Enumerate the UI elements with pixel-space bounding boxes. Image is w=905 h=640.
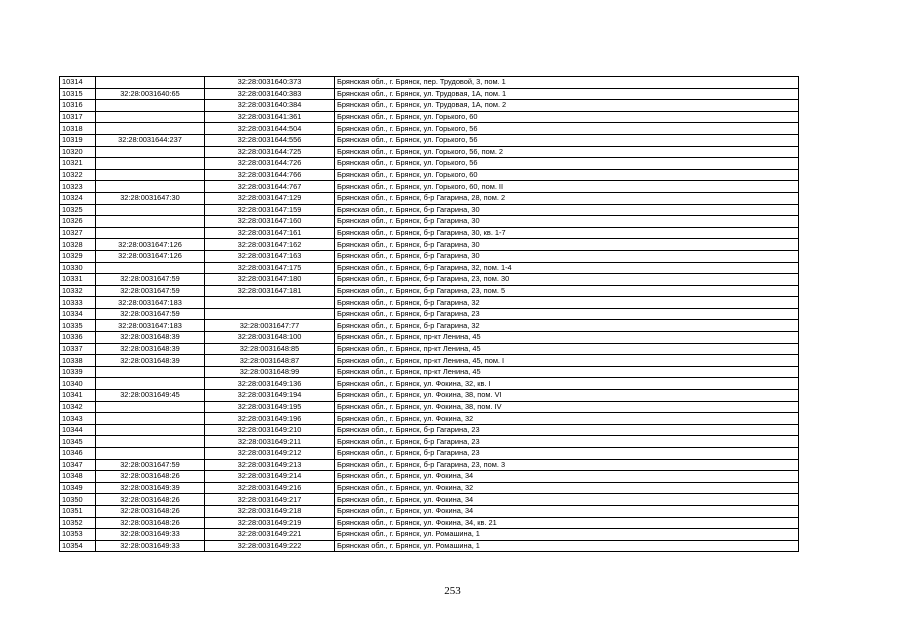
previous-cadastral-number-cell: 32:28:0031649:33	[96, 540, 205, 552]
cadastral-number-cell: 32:28:0031644:504	[205, 123, 335, 135]
table-row	[60, 517, 799, 529]
cadastral-number-cell: 32:28:0031649:136	[205, 378, 335, 390]
table-row	[60, 343, 799, 355]
table-row	[60, 355, 799, 367]
previous-cadastral-number-cell	[96, 146, 205, 158]
row-number-cell: 10316	[60, 100, 96, 112]
table-row	[60, 169, 799, 181]
table-row	[60, 424, 799, 436]
previous-cadastral-number-cell	[96, 169, 205, 181]
address-cell: Брянская обл., г. Брянск, пр-кт Ленина, 45	[335, 332, 799, 344]
cadastral-number-cell: 32:28:0031649:196	[205, 413, 335, 425]
table-row	[60, 204, 799, 216]
table-row	[60, 250, 799, 262]
address-cell: Брянская обл., г. Брянск, ул. Фокина, 34	[335, 471, 799, 483]
table-row	[60, 413, 799, 425]
row-number-cell: 10322	[60, 169, 96, 181]
address-cell: Брянская обл., г. Брянск, б-р Гагарина, 23	[335, 436, 799, 448]
table-row	[60, 505, 799, 517]
address-cell: Брянская обл., г. Брянск, б-р Гагарина, 32, пом. 1-4	[335, 262, 799, 274]
address-cell: Брянская обл., г. Брянск, б-р Гагарина, 23	[335, 448, 799, 460]
row-number-cell: 10353	[60, 529, 96, 541]
address-cell: Брянская обл., г. Брянск, ул. Горького, 60, пом. II	[335, 181, 799, 193]
table-row	[60, 332, 799, 344]
cadastral-number-cell: 32:28:0031649:213	[205, 459, 335, 471]
row-number-cell: 10327	[60, 227, 96, 239]
previous-cadastral-number-cell: 32:28:0031648:26	[96, 471, 205, 483]
cadastral-number-cell: 32:28:0031649:210	[205, 424, 335, 436]
address-cell: Брянская обл., г. Брянск, ул. Фокина, 38, пом. VI	[335, 390, 799, 402]
row-number-cell: 10318	[60, 123, 96, 135]
address-cell: Брянская обл., г. Брянск, ул. Фокина, 34	[335, 494, 799, 506]
address-cell: Брянская обл., г. Брянск, ул. Фокина, 32, кв. I	[335, 378, 799, 390]
cadastral-number-cell: 32:28:0031649:219	[205, 517, 335, 529]
table-row	[60, 401, 799, 413]
cadastral-number-cell: 32:28:0031647:180	[205, 274, 335, 286]
cadastral-number-cell: 32:28:0031640:384	[205, 100, 335, 112]
cadastral-number-cell: 32:28:0031647:159	[205, 204, 335, 216]
row-number-cell: 10330	[60, 262, 96, 274]
previous-cadastral-number-cell: 32:28:0031647:126	[96, 239, 205, 251]
address-cell: Брянская обл., г. Брянск, пр-кт Ленина, 45, пом. I	[335, 355, 799, 367]
previous-cadastral-number-cell: 32:28:0031647:126	[96, 250, 205, 262]
previous-cadastral-number-cell: 32:28:0031648:26	[96, 505, 205, 517]
row-number-cell: 10354	[60, 540, 96, 552]
address-cell: Брянская обл., г. Брянск, ул. Горького, 60	[335, 111, 799, 123]
table-row	[60, 192, 799, 204]
previous-cadastral-number-cell	[96, 227, 205, 239]
cadastral-number-cell: 32:28:0031644:766	[205, 169, 335, 181]
address-cell: Брянская обл., г. Брянск, б-р Гагарина, 23, пом. 3	[335, 459, 799, 471]
cadastral-number-cell: 32:28:0031649:218	[205, 505, 335, 517]
previous-cadastral-number-cell: 32:28:0031648:26	[96, 517, 205, 529]
address-cell: Брянская обл., г. Брянск, ул. Фокина, 34	[335, 505, 799, 517]
previous-cadastral-number-cell	[96, 401, 205, 413]
address-cell: Брянская обл., г. Брянск, пер. Трудовой, 3, пом. 1	[335, 77, 799, 89]
previous-cadastral-number-cell: 32:28:0031648:39	[96, 343, 205, 355]
address-cell: Брянская обл., г. Брянск, ул. Ромашина, 1	[335, 540, 799, 552]
cadastral-number-cell: 32:28:0031648:85	[205, 343, 335, 355]
address-cell: Брянская обл., г. Брянск, б-р Гагарина, 30	[335, 216, 799, 228]
row-number-cell: 10343	[60, 413, 96, 425]
table-row	[60, 181, 799, 193]
row-number-cell: 10329	[60, 250, 96, 262]
table-row	[60, 285, 799, 297]
row-number-cell: 10337	[60, 343, 96, 355]
address-cell: Брянская обл., г. Брянск, ул. Горького, 56	[335, 123, 799, 135]
table-row	[60, 146, 799, 158]
address-cell: Брянская обл., г. Брянск, ул. Горького, 56	[335, 158, 799, 170]
previous-cadastral-number-cell	[96, 262, 205, 274]
table-row	[60, 227, 799, 239]
cadastral-number-cell	[205, 297, 335, 309]
table-row	[60, 529, 799, 541]
cadastral-number-cell: 32:28:0031647:161	[205, 227, 335, 239]
page-number: 253	[444, 585, 461, 597]
previous-cadastral-number-cell: 32:28:0031647:30	[96, 192, 205, 204]
row-number-cell: 10319	[60, 134, 96, 146]
cadastral-number-cell: 32:28:0031640:383	[205, 88, 335, 100]
table-row	[60, 459, 799, 471]
previous-cadastral-number-cell: 32:28:0031644:237	[96, 134, 205, 146]
table-row	[60, 494, 799, 506]
previous-cadastral-number-cell	[96, 424, 205, 436]
row-number-cell: 10342	[60, 401, 96, 413]
row-number-cell: 10352	[60, 517, 96, 529]
address-cell: Брянская обл., г. Брянск, б-р Гагарина, 30	[335, 239, 799, 251]
address-cell: Брянская обл., г. Брянск, б-р Гагарина, 23	[335, 308, 799, 320]
table-row	[60, 216, 799, 228]
previous-cadastral-number-cell	[96, 111, 205, 123]
previous-cadastral-number-cell	[96, 413, 205, 425]
row-number-cell: 10351	[60, 505, 96, 517]
row-number-cell: 10349	[60, 482, 96, 494]
cadastral-number-cell: 32:28:0031647:162	[205, 239, 335, 251]
row-number-cell: 10328	[60, 239, 96, 251]
table-row	[60, 134, 799, 146]
previous-cadastral-number-cell	[96, 77, 205, 89]
table-row	[60, 482, 799, 494]
previous-cadastral-number-cell	[96, 158, 205, 170]
previous-cadastral-number-cell: 32:28:0031647:59	[96, 274, 205, 286]
table-row	[60, 540, 799, 552]
row-number-cell: 10336	[60, 332, 96, 344]
previous-cadastral-number-cell: 32:28:0031647:59	[96, 459, 205, 471]
row-number-cell: 10334	[60, 308, 96, 320]
table-row	[60, 366, 799, 378]
address-cell: Брянская обл., г. Брянск, ул. Фокина, 38, пом. IV	[335, 401, 799, 413]
address-cell: Брянская обл., г. Брянск, ул. Горького, 56	[335, 134, 799, 146]
address-cell: Брянская обл., г. Брянск, б-р Гагарина, 32	[335, 297, 799, 309]
row-number-cell: 10341	[60, 390, 96, 402]
address-cell: Брянская обл., г. Брянск, ул. Ромашина, 1	[335, 529, 799, 541]
cadastral-number-cell: 32:28:0031649:211	[205, 436, 335, 448]
cadastral-number-cell: 32:28:0031647:181	[205, 285, 335, 297]
address-cell: Брянская обл., г. Брянск, ул. Фокина, 32	[335, 413, 799, 425]
address-cell: Брянская обл., г. Брянск, ул. Горького, 56, пом. 2	[335, 146, 799, 158]
row-number-cell: 10323	[60, 181, 96, 193]
cadastral-number-cell: 32:28:0031641:361	[205, 111, 335, 123]
row-number-cell: 10326	[60, 216, 96, 228]
previous-cadastral-number-cell	[96, 436, 205, 448]
table-row	[60, 111, 799, 123]
previous-cadastral-number-cell: 32:28:0031648:39	[96, 332, 205, 344]
row-number-cell: 10315	[60, 88, 96, 100]
previous-cadastral-number-cell	[96, 100, 205, 112]
cadastral-number-cell: 32:28:0031640:373	[205, 77, 335, 89]
previous-cadastral-number-cell	[96, 204, 205, 216]
table-row	[60, 123, 799, 135]
address-cell: Брянская обл., г. Брянск, б-р Гагарина, 30	[335, 204, 799, 216]
address-cell: Брянская обл., г. Брянск, пр-кт Ленина, 45	[335, 366, 799, 378]
cadastral-number-cell: 32:28:0031647:160	[205, 216, 335, 228]
cadastral-number-cell: 32:28:0031647:77	[205, 320, 335, 332]
table-row	[60, 77, 799, 89]
registry-table-body	[60, 77, 799, 552]
address-cell: Брянская обл., г. Брянск, б-р Гагарина, 23, пом. 30	[335, 274, 799, 286]
cadastral-number-cell: 32:28:0031648:99	[205, 366, 335, 378]
row-number-cell: 10338	[60, 355, 96, 367]
table-row	[60, 297, 799, 309]
previous-cadastral-number-cell: 32:28:0031648:26	[96, 494, 205, 506]
registry-table	[59, 76, 799, 552]
previous-cadastral-number-cell: 32:28:0031647:59	[96, 308, 205, 320]
table-row	[60, 274, 799, 286]
cadastral-number-cell: 32:28:0031644:725	[205, 146, 335, 158]
cadastral-number-cell: 32:28:0031648:100	[205, 332, 335, 344]
previous-cadastral-number-cell: 32:28:0031647:183	[96, 320, 205, 332]
cadastral-number-cell: 32:28:0031644:556	[205, 134, 335, 146]
row-number-cell: 10332	[60, 285, 96, 297]
address-cell: Брянская обл., г. Брянск, пр-кт Ленина, 45	[335, 343, 799, 355]
row-number-cell: 10340	[60, 378, 96, 390]
table-row	[60, 239, 799, 251]
cadastral-number-cell: 32:28:0031647:163	[205, 250, 335, 262]
cadastral-number-cell: 32:28:0031649:216	[205, 482, 335, 494]
previous-cadastral-number-cell	[96, 123, 205, 135]
row-number-cell: 10321	[60, 158, 96, 170]
row-number-cell: 10348	[60, 471, 96, 483]
previous-cadastral-number-cell: 32:28:0031649:45	[96, 390, 205, 402]
row-number-cell: 10333	[60, 297, 96, 309]
row-number-cell: 10335	[60, 320, 96, 332]
row-number-cell: 10325	[60, 204, 96, 216]
address-cell: Брянская обл., г. Брянск, б-р Гагарина, 30	[335, 250, 799, 262]
row-number-cell: 10339	[60, 366, 96, 378]
cadastral-number-cell: 32:28:0031649:222	[205, 540, 335, 552]
cadastral-number-cell: 32:28:0031649:217	[205, 494, 335, 506]
previous-cadastral-number-cell	[96, 366, 205, 378]
cadastral-number-cell: 32:28:0031647:129	[205, 192, 335, 204]
row-number-cell: 10314	[60, 77, 96, 89]
table-row	[60, 436, 799, 448]
previous-cadastral-number-cell: 32:28:0031647:183	[96, 297, 205, 309]
row-number-cell: 10345	[60, 436, 96, 448]
cadastral-number-cell: 32:28:0031649:212	[205, 448, 335, 460]
row-number-cell: 10331	[60, 274, 96, 286]
cadastral-number-cell	[205, 308, 335, 320]
table-row	[60, 88, 799, 100]
address-cell: Брянская обл., г. Брянск, ул. Трудовая, 1А, пом. 2	[335, 100, 799, 112]
table-row	[60, 308, 799, 320]
address-cell: Брянская обл., г. Брянск, ул. Фокина, 34, кв. 21	[335, 517, 799, 529]
previous-cadastral-number-cell: 32:28:0031649:33	[96, 529, 205, 541]
table-row	[60, 100, 799, 112]
previous-cadastral-number-cell: 32:28:0031649:39	[96, 482, 205, 494]
cadastral-number-cell: 32:28:0031649:214	[205, 471, 335, 483]
address-cell: Брянская обл., г. Брянск, ул. Трудовая, 1А, пом. 1	[335, 88, 799, 100]
cadastral-number-cell: 32:28:0031644:767	[205, 181, 335, 193]
row-number-cell: 10320	[60, 146, 96, 158]
previous-cadastral-number-cell: 32:28:0031648:39	[96, 355, 205, 367]
row-number-cell: 10347	[60, 459, 96, 471]
previous-cadastral-number-cell	[96, 181, 205, 193]
cadastral-number-cell: 32:28:0031649:195	[205, 401, 335, 413]
table-row	[60, 262, 799, 274]
row-number-cell: 10350	[60, 494, 96, 506]
cadastral-number-cell: 32:28:0031644:726	[205, 158, 335, 170]
previous-cadastral-number-cell: 32:28:0031647:59	[96, 285, 205, 297]
table-row	[60, 448, 799, 460]
table-row	[60, 390, 799, 402]
table-row	[60, 471, 799, 483]
table-row	[60, 320, 799, 332]
row-number-cell: 10346	[60, 448, 96, 460]
cadastral-number-cell: 32:28:0031649:221	[205, 529, 335, 541]
previous-cadastral-number-cell	[96, 216, 205, 228]
address-cell: Брянская обл., г. Брянск, б-р Гагарина, 23	[335, 424, 799, 436]
previous-cadastral-number-cell	[96, 378, 205, 390]
cadastral-number-cell: 32:28:0031649:194	[205, 390, 335, 402]
row-number-cell: 10324	[60, 192, 96, 204]
address-cell: Брянская обл., г. Брянск, б-р Гагарина, 30, кв. 1-7	[335, 227, 799, 239]
table-row	[60, 158, 799, 170]
address-cell: Брянская обл., г. Брянск, б-р Гагарина, 32	[335, 320, 799, 332]
address-cell: Брянская обл., г. Брянск, ул. Горького, 60	[335, 169, 799, 181]
table-row	[60, 378, 799, 390]
address-cell: Брянская обл., г. Брянск, ул. Фокина, 32	[335, 482, 799, 494]
previous-cadastral-number-cell	[96, 448, 205, 460]
address-cell: Брянская обл., г. Брянск, б-р Гагарина, 23, пом. 5	[335, 285, 799, 297]
cadastral-number-cell: 32:28:0031648:87	[205, 355, 335, 367]
previous-cadastral-number-cell: 32:28:0031640:65	[96, 88, 205, 100]
row-number-cell: 10344	[60, 424, 96, 436]
cadastral-number-cell: 32:28:0031647:175	[205, 262, 335, 274]
address-cell: Брянская обл., г. Брянск, б-р Гагарина, 28, пом. 2	[335, 192, 799, 204]
row-number-cell: 10317	[60, 111, 96, 123]
